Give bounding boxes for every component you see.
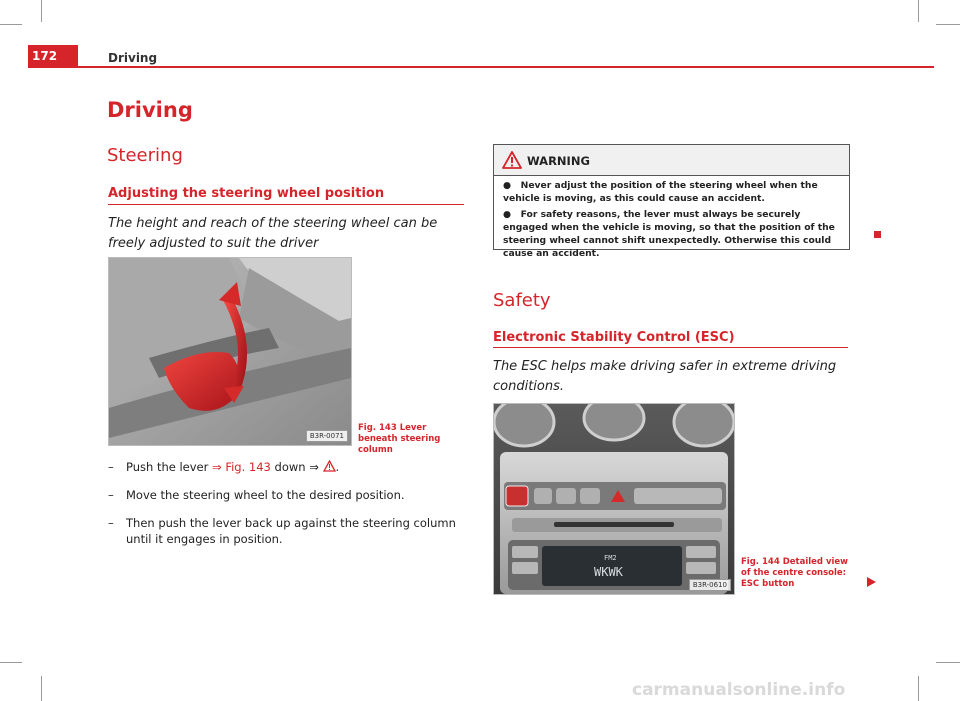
warning-icon (502, 151, 522, 169)
step-text: Then push the lever back up against the steering column until it engages in position. (126, 516, 456, 546)
continue-arrow-icon (867, 577, 876, 587)
crop-mark (936, 24, 960, 25)
crop-mark (918, 676, 919, 701)
figure-xref-link[interactable]: ⇒ Fig. 143 (212, 460, 271, 474)
display-line: FM2 (604, 554, 617, 562)
header-title: Driving (108, 51, 158, 65)
list-item (108, 515, 464, 547)
section-end-mark (874, 231, 881, 238)
step-text: Push the lever (126, 460, 213, 474)
subheading-rule (108, 204, 464, 205)
figure-code: B3R-0071 (306, 430, 348, 442)
section-title-safety: Safety (493, 290, 551, 311)
crop-mark (41, 0, 42, 22)
warning-item (503, 208, 838, 260)
figure-centre-console (493, 403, 735, 595)
warning-bullet: ● (503, 180, 512, 191)
display-main: WKWK (594, 565, 623, 579)
warning-text: For safety reasons, the lever must always be securely engaged when the vehicle is moving, so that the position of the steering wheel cannot shift unexpectedly. Otherwise this could cause an accident. (503, 209, 835, 259)
subheading-esc: Electronic Stability Control (ESC) (493, 330, 735, 345)
chapter-title: Driving (107, 98, 193, 122)
list-dash: – (108, 488, 114, 502)
crop-mark (918, 0, 919, 22)
list-dash: – (108, 516, 114, 530)
crop-mark (936, 662, 960, 663)
section-title-steering: Steering (107, 145, 183, 166)
intro-text: The ESC helps make driving safer in extreme driving conditions. (493, 359, 837, 394)
crop-mark (0, 24, 22, 25)
watermark-text: carmanualsonline.info (632, 680, 846, 700)
intro-text: The height and reach of the steering wheel can be freely adjusted to suit the driver (108, 216, 438, 251)
subheading-steering-adjust: Adjusting the steering wheel position (108, 186, 385, 201)
page-number: 172 (32, 49, 58, 63)
list-item (108, 459, 464, 475)
instruction-list (108, 459, 464, 559)
figure-caption: Fig. 144 Detailed view of the centre console: ESC button (741, 557, 849, 589)
warning-icon[interactable] (323, 460, 336, 472)
step-text: Move the steering wheel to the desired position. (126, 488, 405, 502)
warning-item (503, 179, 838, 205)
crop-mark (0, 662, 22, 663)
step-text: down ⇒ (270, 460, 323, 474)
subheading-rule (493, 347, 848, 348)
figure-code: B3R-0610 (689, 579, 731, 591)
centre-console-illustration (494, 404, 734, 594)
warning-header (494, 145, 849, 176)
list-item (108, 487, 464, 503)
figure-steering-lever (108, 257, 352, 446)
steering-lever-illustration (109, 258, 351, 445)
step-period: . (335, 460, 340, 474)
warning-box (493, 144, 850, 259)
list-dash: – (108, 460, 114, 474)
warning-text: Never adjust the position of the steering wheel when the vehicle is moving, as this could cause an accident. (503, 180, 818, 204)
figure-caption: Fig. 143 Lever beneath steering column (358, 423, 441, 455)
crop-mark (41, 676, 42, 701)
header-rule (28, 66, 934, 68)
warning-title: WARNING (527, 154, 590, 168)
warning-bullet: ● (503, 209, 512, 220)
